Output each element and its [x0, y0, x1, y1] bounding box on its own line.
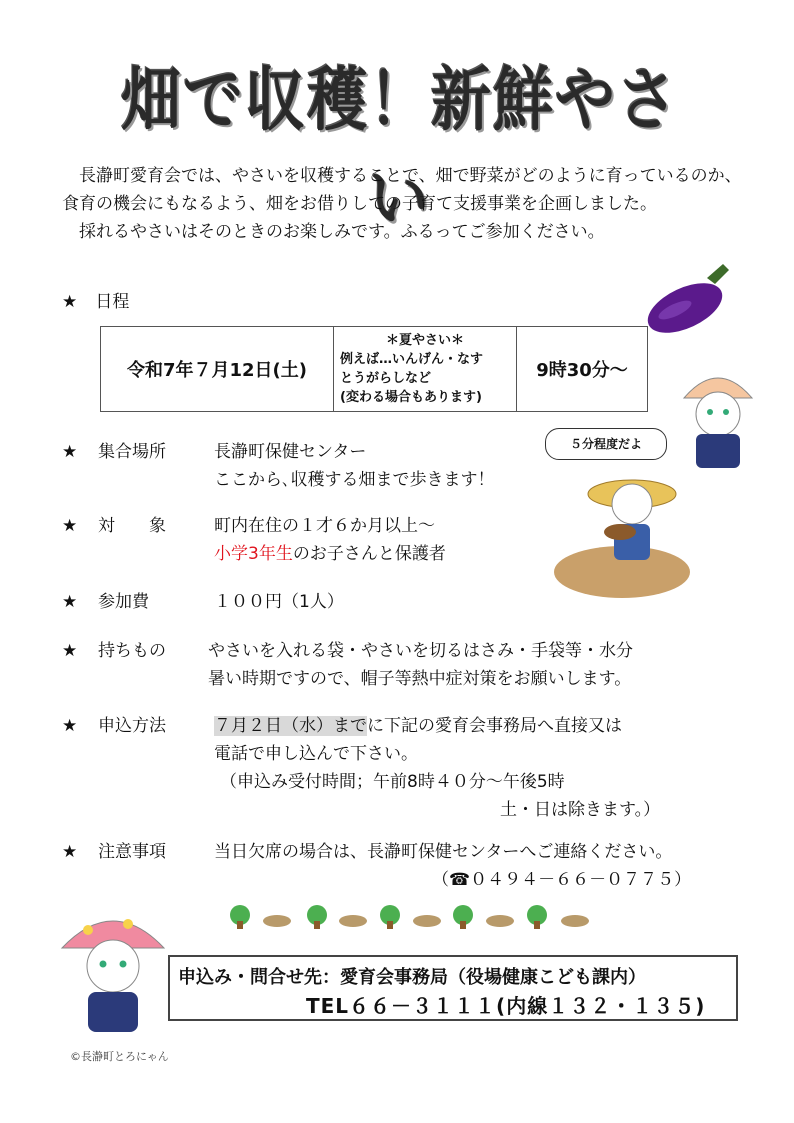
- star-icon: ★: [62, 641, 78, 661]
- veg-header: ＊夏やさい＊: [385, 333, 464, 348]
- schedule-heading: [62, 288, 129, 316]
- target-line-2-rest: のお子さんと保護者: [292, 544, 446, 564]
- mascot-cat-illustration: [678, 362, 758, 474]
- fee-value: １００円（1人）: [214, 592, 344, 612]
- schedule-label: 日程: [95, 292, 130, 312]
- apply-line-1: [214, 712, 660, 740]
- intro-text: [62, 162, 742, 246]
- meeting-line-2: ここから､収穫する畑まで歩きます！: [214, 470, 495, 490]
- contact-line-1: 申込み・問合せ先：愛育会事務局（役場健康こども課内）: [178, 967, 646, 988]
- meeting-value: [214, 438, 495, 494]
- star-icon: ★: [62, 592, 78, 612]
- veg-line-1: 例えば…いんげん・なす: [340, 352, 484, 367]
- notes-value: [214, 838, 691, 894]
- apply-row: [62, 712, 661, 820]
- star-icon: ★: [62, 292, 78, 312]
- copyright-credit: ©長瀞町とろにゃん: [70, 1050, 169, 1063]
- apply-label: 申込方法: [98, 716, 166, 736]
- meeting-label: 集合場所: [98, 442, 166, 462]
- notes-line-1: 当日欠席の場合は、長瀞町保健センターへご連絡ください。: [214, 842, 673, 862]
- schedule-date: 令和7年７月12日(土): [101, 327, 334, 412]
- star-icon: ★: [62, 716, 78, 736]
- schedule-time: 9時30分～: [517, 327, 648, 412]
- veg-line-2: とうがらしなど: [340, 371, 432, 386]
- target-row: [62, 512, 446, 564]
- bring-label: 持ちもの: [98, 641, 166, 661]
- eggplant-illustration: [645, 256, 735, 336]
- bring-line-2: 暑い時期ですので、帽子等熱中症対策をお願いします。: [208, 669, 632, 689]
- apply-line-1-rest: に下記の愛育会事務局へ直接又は: [367, 716, 622, 736]
- schedule-vegetables: [334, 327, 517, 412]
- schedule-table: [100, 326, 648, 412]
- apply-line-2: 電話で申し込んで下さい。: [214, 744, 418, 764]
- contact-box: [168, 955, 738, 1021]
- star-icon: ★: [62, 842, 78, 862]
- target-label: 対 象: [98, 516, 166, 536]
- target-value: [214, 512, 446, 568]
- bring-line-1: やさいを入れる袋・やさいを切るはさみ・手袋等・水分: [208, 641, 633, 661]
- apply-line-4: 土・日は除きます。）: [500, 800, 661, 820]
- target-grade: 小学3年生: [214, 544, 293, 564]
- target-line-2: [214, 540, 446, 568]
- speech-bubble: ５分程度だよ: [545, 428, 667, 460]
- mascot-torinyan-illustration: [58, 900, 168, 1040]
- notes-label: 注意事項: [98, 842, 166, 862]
- bring-value: [208, 637, 633, 693]
- fee-label: 参加費: [98, 592, 149, 612]
- apply-deadline: ７月２日（水）まで: [214, 716, 367, 736]
- target-line-1: 町内在住の１才６か月以上～: [214, 516, 435, 536]
- farmer-cat-illustration: [552, 460, 692, 600]
- veg-line-3: (変わる場合もあります): [340, 390, 482, 405]
- notes-row: [62, 838, 692, 890]
- decorative-border: [225, 905, 605, 931]
- intro-paragraph-2: 採れるやさいはそのときのお楽しみです。ふるってご参加ください。: [62, 222, 605, 242]
- page-title: 畑で収穫！新鮮やさい: [121, 60, 679, 240]
- star-icon: ★: [62, 516, 78, 536]
- apply-value: [214, 712, 660, 824]
- meeting-row: [62, 438, 495, 490]
- fee-row: [62, 588, 344, 616]
- contact-line-2: TEL６６－３１１１(内線１３２・１３５): [306, 994, 706, 1018]
- meeting-line-1: 長瀞町保健センター: [214, 442, 367, 462]
- star-icon: ★: [62, 442, 78, 462]
- bring-row: [62, 637, 633, 689]
- notes-line-2: （☎０４９４－６６－０７７５）: [432, 870, 692, 890]
- apply-line-3: （申込み受付時間；午前8時４０分～午後5時: [220, 772, 565, 792]
- intro-paragraph-1: 長瀞町愛育会では、やさいを収穫することで、畑で野菜がどのように育っているのか、食育の機会にもなるよう、畑をお借りしての子育て支援事業を企画しました。: [62, 166, 742, 214]
